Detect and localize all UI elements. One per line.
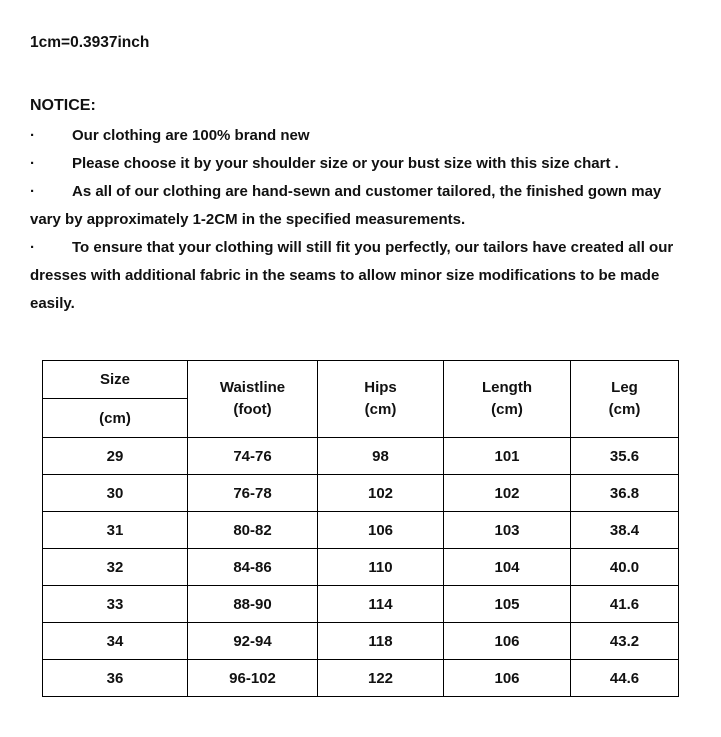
column-header-line: (cm) <box>608 401 641 418</box>
table-row <box>43 512 679 549</box>
table-cell: 36.8 <box>571 475 679 512</box>
column-header-line: (cm) <box>364 401 397 418</box>
size-chart-body <box>43 438 679 697</box>
table-row <box>43 475 679 512</box>
column-header-line: Waistline <box>219 379 286 396</box>
table-cell: 33 <box>43 586 188 623</box>
column-header-size-unit: (cm) <box>43 399 188 438</box>
table-cell: 92-94 <box>188 623 318 660</box>
bullet-glyph: · <box>30 183 35 200</box>
table-row <box>43 623 679 660</box>
size-chart-table <box>42 360 679 697</box>
table-cell: 76-78 <box>188 475 318 512</box>
table-cell: 29 <box>43 438 188 475</box>
table-cell: 110 <box>318 549 444 586</box>
notice-item <box>30 234 691 318</box>
table-cell: 114 <box>318 586 444 623</box>
column-header-size: Size <box>43 361 188 399</box>
table-row <box>43 438 679 475</box>
column-header-line: Length <box>482 379 532 396</box>
notice-item-text: As all of our clothing are hand-sewn and customer tailored, the finished gown may vary by approximately 1-2CM in the specified measurements. <box>30 183 662 228</box>
table-cell: 106 <box>318 512 444 549</box>
unit-conversion-note: 1cm=0.3937inch <box>30 34 150 51</box>
header-row-top <box>43 361 679 399</box>
table-cell: 32 <box>43 549 188 586</box>
table-cell: 84-86 <box>188 549 318 586</box>
table-cell: 122 <box>318 660 444 697</box>
table-cell: 101 <box>444 438 571 475</box>
notice-item-text: Please choose it by your shoulder size or your bust size with this size chart . <box>72 155 619 172</box>
notice-title: NOTICE: <box>30 97 96 114</box>
column-header-line: (foot) <box>233 401 272 418</box>
table-cell: 30 <box>43 475 188 512</box>
column-header-line: Leg <box>611 379 638 396</box>
table-row <box>43 549 679 586</box>
bullet-glyph: · <box>30 239 35 256</box>
notice-item-text: Our clothing are 100% brand new <box>72 127 310 144</box>
column-header-length <box>444 361 571 438</box>
table-cell: 104 <box>444 549 571 586</box>
table-cell: 88-90 <box>188 586 318 623</box>
table-cell: 96-102 <box>188 660 318 697</box>
table-cell: 41.6 <box>571 586 679 623</box>
table-cell: 103 <box>444 512 571 549</box>
table-cell: 43.2 <box>571 623 679 660</box>
column-header-leg <box>571 361 679 438</box>
notice-section <box>30 92 691 318</box>
table-cell: 98 <box>318 438 444 475</box>
table-row <box>43 586 679 623</box>
table-cell: 80-82 <box>188 512 318 549</box>
column-header-line: Hips <box>364 379 397 396</box>
table-cell: 44.6 <box>571 660 679 697</box>
table-cell: 31 <box>43 512 188 549</box>
table-cell: 36 <box>43 660 188 697</box>
column-header-line: (cm) <box>491 401 523 418</box>
notice-item <box>30 122 691 150</box>
table-cell: 106 <box>444 623 571 660</box>
notice-item-text: To ensure that your clothing will still fit you perfectly, our tailors have created all our dresses with additional fabric in the seams to allow minor size modifications to be made easily. <box>30 239 674 312</box>
size-chart-header <box>43 361 679 438</box>
table-row <box>43 660 679 697</box>
table-cell: 40.0 <box>571 549 679 586</box>
bullet-glyph: · <box>30 155 35 172</box>
table-cell: 74-76 <box>188 438 318 475</box>
table-cell: 35.6 <box>571 438 679 475</box>
bullet-glyph: · <box>30 127 35 144</box>
notice-item <box>30 150 691 178</box>
table-cell: 38.4 <box>571 512 679 549</box>
table-cell: 106 <box>444 660 571 697</box>
table-cell: 118 <box>318 623 444 660</box>
table-cell: 34 <box>43 623 188 660</box>
table-cell: 102 <box>318 475 444 512</box>
column-header-waistline <box>188 361 318 438</box>
notice-item <box>30 178 691 234</box>
table-cell: 102 <box>444 475 571 512</box>
column-header-hips <box>318 361 444 438</box>
table-cell: 105 <box>444 586 571 623</box>
